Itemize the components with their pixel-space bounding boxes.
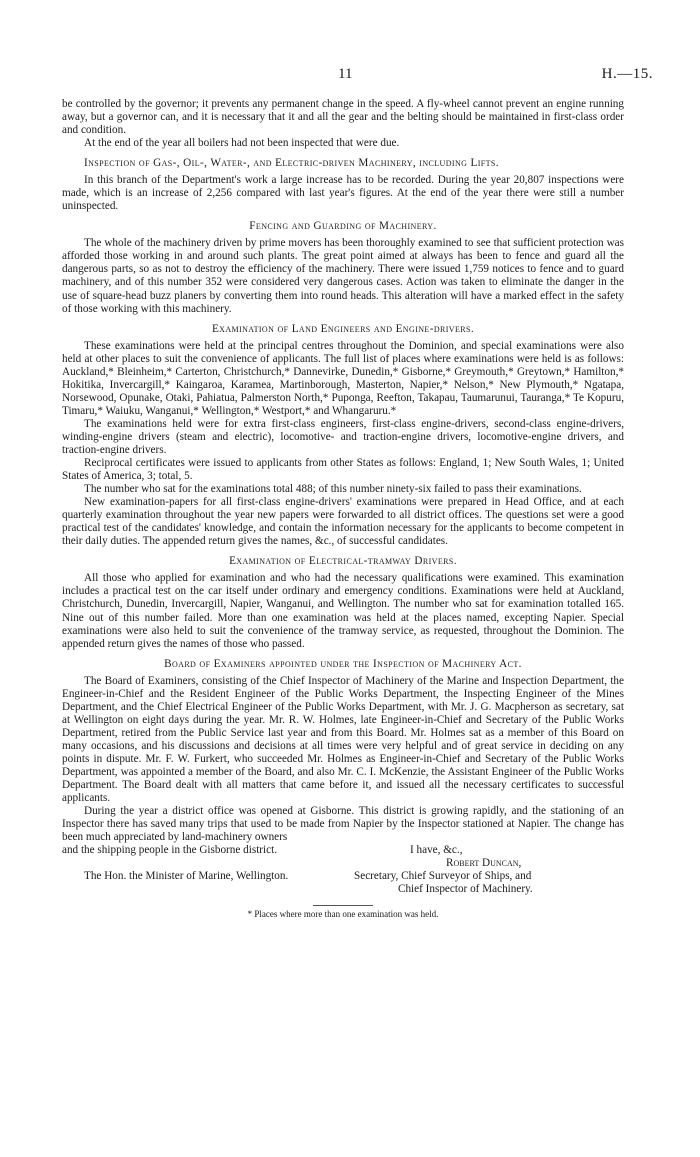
valediction: I have, &c., — [410, 844, 463, 857]
paragraph-tramway: All those who applied for examination and who had the necessary qualifications were examined. This examination includes a practical test on the car itself under ordinary and emergency conditions. Examinations were held at Auckland, Christchurch, Dunedin, Invercargill, Napier, Wanganui, and Wellington. The number who sat for examination totalled 165. Nine out of this number failed. More than one examination was held at the places named, excepting Napier. Special examinations were also held to suit the convenience of the tramway service, as requested, throughout the Dominion. The appended return gives the names of those who passed. — [62, 572, 624, 650]
footnote: * Places where more than one examination was held. — [247, 909, 439, 920]
paragraph-boilers: At the end of the year all boilers had not been inspected that were due. — [84, 137, 400, 150]
paragraph-gisborne: During the year a district office was opened at Gisborne. This district is growing rapidly, and the stationing of an Inspector there has saved many trips that used to be made from Napier by the Inspector stationed at Napier. The change has been much appreciated by land-machinery owners — [62, 805, 624, 844]
closing-row-1 — [62, 844, 624, 857]
page-number: 11 — [338, 66, 353, 82]
addressee: The Hon. the Minister of Marine, Wellington. — [84, 870, 289, 883]
page-body — [62, 98, 624, 920]
paragraph-exam-totals: The number who sat for the examinations total 488; of this number ninety-six failed to pass their examinations. — [84, 483, 582, 496]
closing-row-4 — [62, 883, 624, 896]
heading-tramway-drivers: Examination of Electrical-tramway Drivers. — [229, 555, 457, 568]
paragraph-exam-types: The examinations held were for extra first-class engineers, first-class engine-drivers, second-class engine-drivers, winding-engine drivers (steam and electric), locomotive- and traction-engine drivers, locomotive-engine drivers, and traction-engine drivers. — [62, 417, 624, 456]
signatory-title-2: Chief Inspector of Machinery. — [398, 883, 533, 896]
paragraph-inspections: In this branch of the Department's work a large increase has to be recorded. During the year 20,807 inspections were made, which is an increase of 2,256 compared with last year's figures. At the end of the year there were still a number uninspected. — [62, 174, 624, 213]
paragraph-gisborne-end: and the shipping people in the Gisborne district. — [62, 844, 278, 857]
closing-row-3 — [62, 870, 624, 883]
signatory-title-1: Secretary, Chief Surveyor of Ships, and — [354, 870, 532, 883]
document-reference: H.—15. — [601, 66, 653, 82]
heading-gas-oil-water-electric: Inspection of Gas-, Oil-, Water-, and Electric-driven Machinery, including Lifts. — [84, 157, 499, 170]
paragraph-reciprocal: Reciprocal certificates were issued to applicants from other States as follows: England, 1; New South Wales, 1; United States of America, 3; total, 5. — [62, 457, 624, 483]
paragraph-exam-papers: New examination-papers for all first-class engine-drivers' examinations were prepared in Head Office, and at each quarterly examination throughout the year new papers were forwarded to all district offices. The questions set were a good practical test of the candidates' knowledge, and contain the information necessary for the applicants to become competent in their daily duties. The appended return gives the names, &c., of successful candidates. — [62, 496, 624, 548]
heading-land-engineers: Examination of Land Engineers and Engine-drivers. — [211, 322, 475, 335]
footnote-rule — [313, 905, 373, 906]
closing-row-2 — [62, 857, 624, 870]
signatory-name: Robert Duncan, — [446, 857, 522, 870]
paragraph-governor: be controlled by the governor; it prevents any permanent change in the speed. A fly-wheel cannot prevent an engine running away, but a governor can, and it is necessary that it and all the gear and the belting should be maintained in first-class order and condition. — [62, 98, 624, 137]
page-header — [0, 66, 700, 86]
paragraph-fencing: The whole of the machinery driven by prime movers has been thoroughly examined to see that sufficient protection was afforded those working in and around such plants. The great point aimed at always has been to fence and guard all the dangerous parts, so as not to destroy the efficiency of the machinery. There were issued 1,759 notices to fence and to guard machinery, and of this number 352 were considered very dangerous cases. Action was taken to eliminate the danger in the use of square-head buzz planers by converting them into round heads. This alteration will have a marked effect in the safety of those working with this machinery. — [62, 237, 624, 315]
heading-board-of-examiners: Board of Examiners appointed under the Inspection of Machinery Act. — [164, 657, 522, 670]
paragraph-board: The Board of Examiners, consisting of the Chief Inspector of Machinery of the Marine and Inspection Department, the Engineer-in-Chief and the Resident Engineer of the Public Works Department, the Inspecting Engineer of the Mines Department, and the Chief Electrical Engineer of the Public Works Department, with Mr. J. G. Macpherson as secretary, sat at Wellington on eight days during the year. Mr. R. W. Holmes, late Engineer-in-Chief and Secretary of the Public Works Department, retired from the Public Service last year and from this Board. Mr. Holmes sat as a member of this Board on many occasions, and his discussions and decisions at all times were very helpful and of great service in deciding on any points in dispute. Mr. F. W. Furkert, who succeeded Mr. Holmes as Engineer-in-Chief and Secretary of the Public Works Department, was appointed a member of the Board, and also Mr. C. I. McKenzie, the Assistant Engineer of the Public Works Department. The Board dealt with all matters that came before it, and issued all the necessary certificates to successful applicants. — [62, 674, 624, 805]
paragraph-exam-places: These examinations were held at the principal centres throughout the Dominion, and special examinations were also held at other places to suit the convenience of applicants. The full list of places where examinations were held is as follows: Auckland,* Bleinheim,* Carterton, Christchurch,* Dannevirke, Dunedin,* Gisborne,* Greymouth,* Greytown,* Hamilton,* Hokitika, Invercargill,* Kaingaroa, Karamea, Martinborough, Masterton, Napier,* Nelson,* New Plymouth,* Ngatapa, Norsewood, Opunake, Otaki, Pahiatua, Palmerston North,* Puponga, Reefton, Takapau, Taumarunui, Tauranga,* Te Kopuru, Timaru,* Waiuku, Wanganui,* Wellington,* Westport,* and Whangaruru.* — [62, 339, 624, 417]
heading-fencing-guarding: Fencing and Guarding of Machinery. — [249, 220, 437, 233]
